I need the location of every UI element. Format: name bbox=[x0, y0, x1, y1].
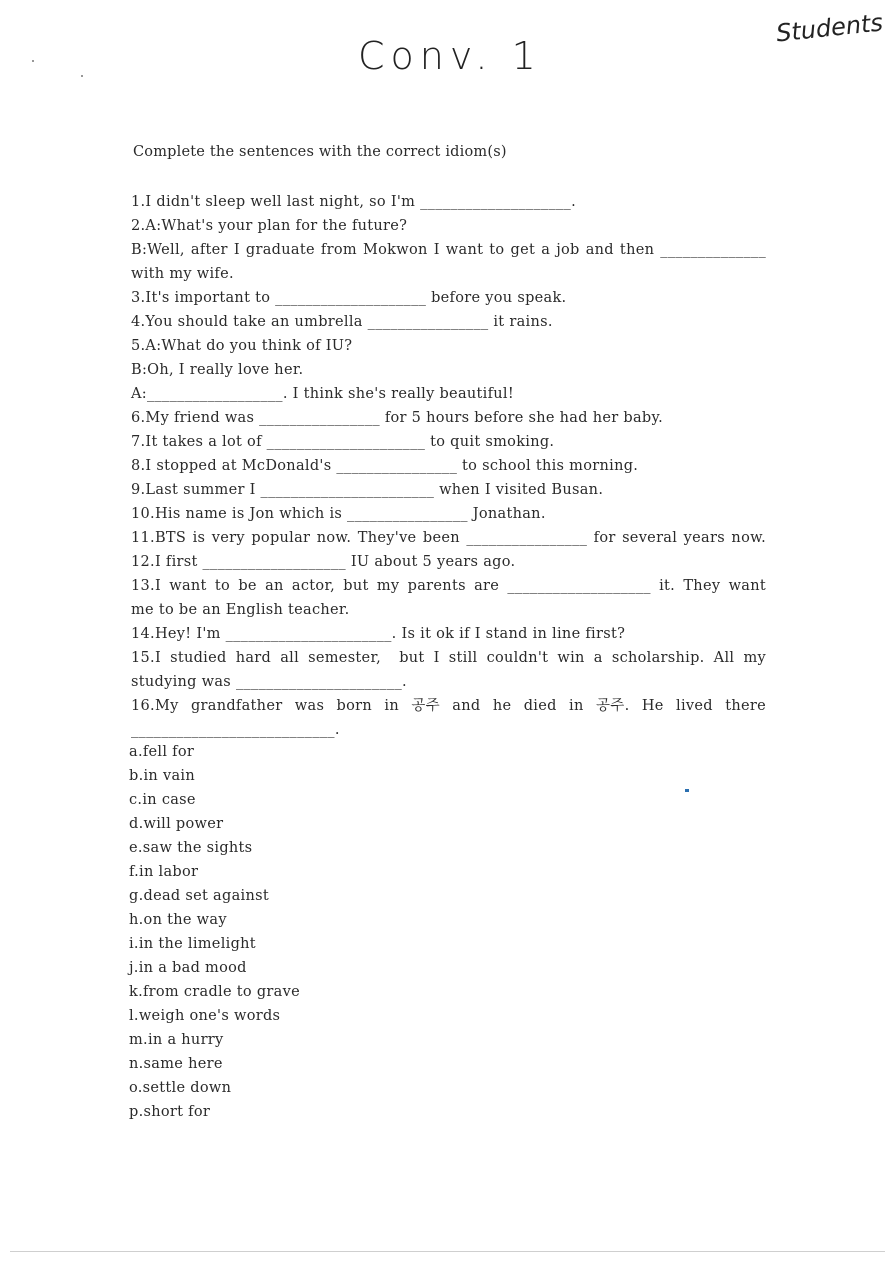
question-line: 8.I stopped at McDonald's ________________ to school this morning. bbox=[131, 458, 639, 474]
idiom-option: e.saw the sights bbox=[129, 840, 253, 856]
question-line: 9.Last summer I _______________________ when I visited Busan. bbox=[131, 482, 604, 498]
question-line bbox=[131, 574, 766, 598]
idiom-option: c.in case bbox=[129, 792, 196, 808]
question-line: ___________________________. bbox=[131, 722, 340, 738]
idiom-option: l.weigh one's words bbox=[129, 1008, 281, 1024]
question-line bbox=[131, 694, 766, 718]
idiom-option: g.dead set against bbox=[129, 888, 269, 904]
idiom-option: b.in vain bbox=[129, 768, 195, 784]
scan-edge-line bbox=[10, 1251, 885, 1252]
question-line: with my wife. bbox=[131, 266, 234, 282]
question-line bbox=[131, 238, 766, 262]
idiom-option: o.settle down bbox=[129, 1080, 232, 1096]
question-line: 4.You should take an umbrella ________________ it rains. bbox=[131, 314, 553, 330]
question-line: 3.It's important to ____________________ before you speak. bbox=[131, 290, 567, 306]
question-line-text: 16.My grandfather was born in 공주 and he died in 공주. He lived there bbox=[131, 698, 766, 714]
idiom-option: n.same here bbox=[129, 1056, 223, 1072]
ink-dot bbox=[685, 789, 689, 792]
question-line: studying was ______________________. bbox=[131, 674, 407, 690]
question-line: A:__________________. I think she's really beautiful! bbox=[131, 386, 514, 402]
idiom-option: h.on the way bbox=[129, 912, 227, 928]
question-line: B:Oh, I really love her. bbox=[131, 362, 304, 378]
idiom-option: m.in a hurry bbox=[129, 1032, 224, 1048]
idiom-option: d.will power bbox=[129, 816, 224, 832]
idiom-option: k.from cradle to grave bbox=[129, 984, 300, 1000]
scan-speck bbox=[32, 60, 34, 62]
question-line-text: 11.BTS is very popular now. They've been ________________ for several years now. bbox=[131, 530, 766, 546]
question-line-text: 15.I studied hard all semester, but I still couldn't win a scholarship. All my bbox=[131, 650, 766, 666]
idiom-option: j.in a bad mood bbox=[129, 960, 247, 976]
idiom-option: f.in labor bbox=[129, 864, 199, 880]
question-line: 1.I didn't sleep well last night, so I'm ____________________. bbox=[131, 194, 577, 210]
idiom-option: p.short for bbox=[129, 1104, 211, 1120]
idiom-option: a.fell for bbox=[129, 744, 195, 760]
idiom-option-list bbox=[129, 740, 300, 1124]
question-line: 2.A:What's your plan for the future? bbox=[131, 218, 408, 234]
question-line: 5.A:What do you think of IU? bbox=[131, 338, 353, 354]
question-line: 10.His name is Jon which is ________________ Jonathan. bbox=[131, 506, 546, 522]
question-line: 12.I first ___________________ IU about 5 years ago. bbox=[131, 554, 516, 570]
handwritten-title: Conv. 1 bbox=[358, 34, 542, 78]
scan-speck bbox=[81, 75, 83, 77]
question-line: 7.It takes a lot of _____________________ to quit smoking. bbox=[131, 434, 555, 450]
question-line: 6.My friend was ________________ for 5 hours before she had her baby. bbox=[131, 410, 663, 426]
question-line-text: 13.I want to be an actor, but my parents are ___________________ it. They want bbox=[131, 578, 766, 594]
instructions-text: Complete the sentences with the correct idiom(s) bbox=[133, 144, 507, 160]
idiom-option: i.in the limelight bbox=[129, 936, 256, 952]
question-line bbox=[131, 646, 766, 670]
handwritten-corner-note: Students bbox=[774, 8, 885, 48]
question-line-text: B:Well, after I graduate from Mokwon I want to get a job and then ______________ bbox=[131, 242, 766, 258]
question-line: me to be an English teacher. bbox=[131, 602, 350, 618]
question-line: 14.Hey! I'm ______________________. Is it ok if I stand in line first? bbox=[131, 626, 626, 642]
question-list bbox=[131, 190, 766, 742]
question-line bbox=[131, 526, 766, 550]
